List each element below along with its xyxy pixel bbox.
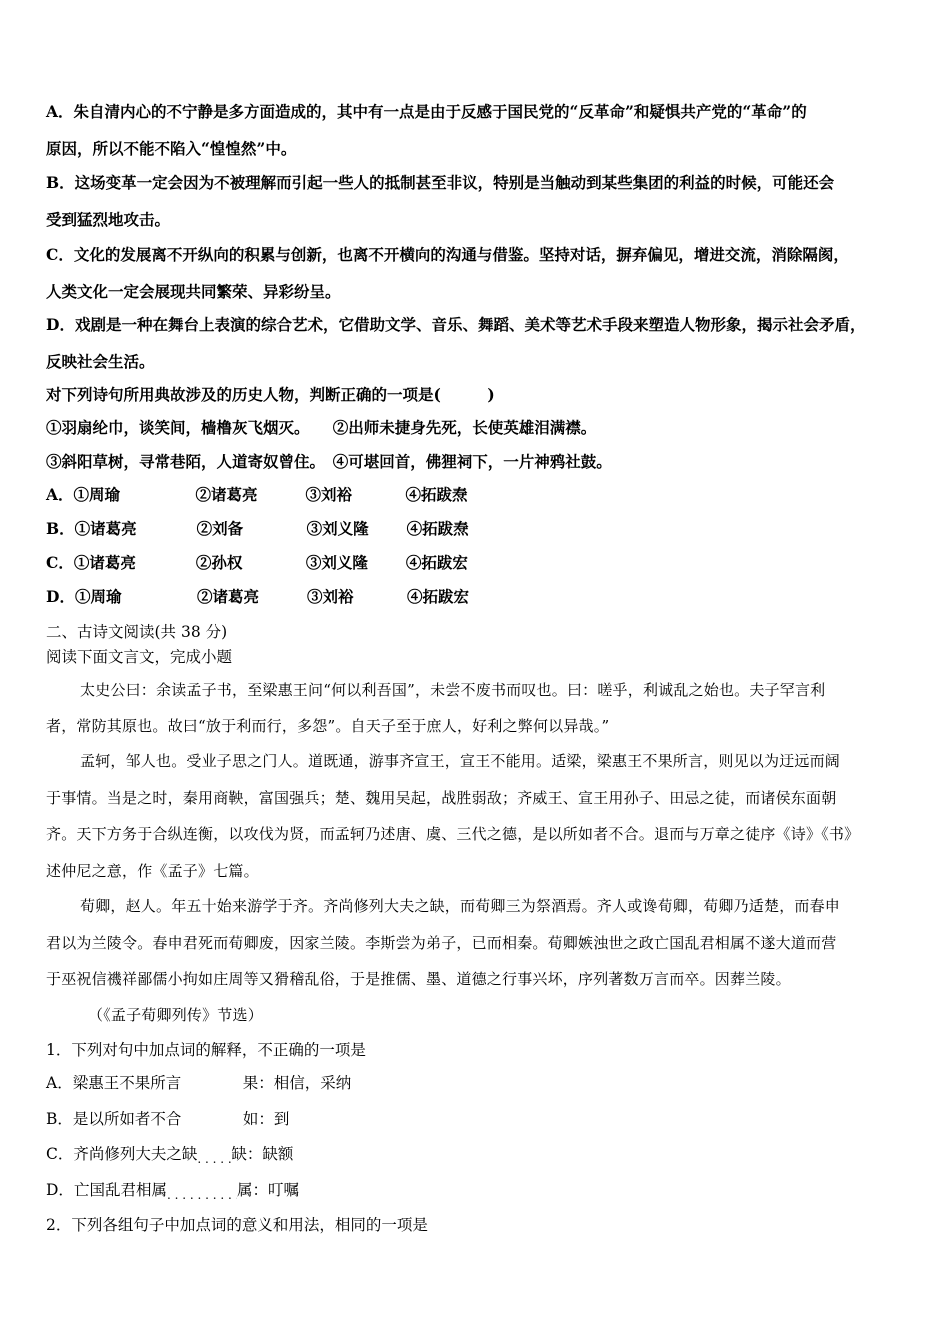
option-b-line1: B．这场变革一定会因为不被理解而引起一些人的抵制甚至非议，特别是当触动到某些集团的利益的时候，可能还会 xyxy=(46,173,835,192)
history-option-c: C．①诸葛亮 ②孙权 ③刘义隆 ④拓跋宏 xyxy=(46,553,468,572)
passage-p2-line3: 齐。天下方务于合纵连衡，以攻伐为贤，而孟轲乃述唐、虞、三代之德，是以所如者不合。退而与万章之徒序《诗》《书》 xyxy=(46,825,860,843)
passage-p2-line4: 述仲尼之意，作《孟子》七篇。 xyxy=(46,862,259,880)
q2-stem: 2．下列各组句子中加点词的意义和用法，相同的一项是 xyxy=(46,1216,428,1234)
q1-option-b: B．是以所如者不合 如：到 xyxy=(46,1110,290,1128)
passage-p3-line1: 荀卿，赵人。年五十始来游学于齐。齐尚修列大夫之缺，而荀卿三为祭酒焉。齐人或谗荀卿，荀卿乃适楚，而春申 xyxy=(80,897,841,915)
poem-line-2: ③斜阳草树，寻常巷陌，人道寄奴曾住。 ④可堪回首，佛狸祠下，一片神鸦社鼓。 xyxy=(46,452,612,471)
option-c-line2: 人类文化一定会展现共同繁荣、异彩纷呈。 xyxy=(46,282,341,301)
option-c-line1: C．文化的发展离不开纵向的积累与创新，也离不开横向的沟通与借鉴。坚持对话，摒弃偏见，增进交流，消除隔阂， xyxy=(46,245,849,264)
option-d-line2: 反映社会生活。 xyxy=(46,352,155,371)
passage-p3-line3: 于巫祝信禨祥鄙儒小拘如庄周等又猾稽乱俗，于是推儒、墨、道德之行事兴坏，序列著数万言而卒。因葬兰陵。 xyxy=(46,970,791,988)
q1-option-d: D．亡国乱君相属. . . 属：叮嘱 xyxy=(46,1180,299,1200)
passage-p1-line1: 太史公曰：余读孟子书，至梁惠王问“何以利吾国”，未尝不废书而叹也。曰：嗟乎，利诚乱之始也。夫子罕言利 xyxy=(80,681,826,699)
q1-stem: 1．下列对句中加点词的解释，不正确的一项是 xyxy=(46,1041,366,1059)
poem-line-1: ①羽扇纶巾，谈笑间，樯橹灰飞烟灭。 ②出师未捷身先死，长使英雄泪满襟。 xyxy=(46,418,597,437)
passage-source: （《孟子荀卿列传》节选） xyxy=(88,1006,263,1024)
q1-option-c: C．齐尚修列大夫之缺. . . 缺：缺额 xyxy=(46,1144,293,1164)
q1-option-a: A．梁惠王不果所言 果：相信，采纳 xyxy=(46,1074,352,1092)
option-b-line2: 受到猛烈地攻击。 xyxy=(46,210,171,229)
passage-p3-line2: 君以为兰陵令。春申君死而荀卿废，因家兰陵。李斯尝为弟子，已而相秦。荀卿嫉浊世之政亡国乱君相属不遂大道而营 xyxy=(46,934,837,952)
passage-p1-line2: 者，常防其原也。故曰“放于利而行，多怨”。自天子至于庶人，好利之弊何以异哉。” xyxy=(46,717,610,735)
history-option-b: B．①诸葛亮 ②刘备 ③刘义隆 ④拓跋焘 xyxy=(46,519,469,538)
option-d-line1: D．戏剧是一种在舞台上表演的综合艺术，它借助文学、音乐、舞蹈、美术等艺术手段来塑造人物形象，揭示社会矛盾， xyxy=(46,315,866,334)
option-a-line1: A．朱自清内心的不宁静是多方面造成的，其中有一点是由于反感于国民党的“反革命”和疑惧共产党的“革命”的 xyxy=(46,102,807,121)
passage-p2-line1: 孟轲，邹人也。受业子思之门人。道既通，游事齐宣王，宣王不能用。适梁，梁惠王不果所言，则见以为迂远而阔 xyxy=(80,752,841,770)
emphasis-dots xyxy=(197,1147,231,1159)
emphasis-dots xyxy=(167,1183,237,1195)
section2-heading: 二、古诗文阅读(共 38 分) xyxy=(46,623,228,641)
option-a-line2: 原因，所以不能不陷入“惶惶然”中。 xyxy=(46,139,297,158)
history-option-a: A．①周瑜 ②诸葛亮 ③刘裕 ④拓跋焘 xyxy=(46,485,468,504)
passage-p2-line2: 于事情。当是之时，秦用商鞅，富国强兵；楚、魏用吴起，战胜弱敌；齐威王、宣王用孙子、田忌之徒，而诸侯东面朝 xyxy=(46,789,837,807)
history-question-stem: 对下列诗句所用典故涉及的历史人物，判断正确的一项是( ) xyxy=(46,385,495,404)
history-option-d: D．①周瑜 ②诸葛亮 ③刘裕 ④拓跋宏 xyxy=(46,587,469,606)
section2-instruction: 阅读下面文言文，完成小题 xyxy=(46,648,233,666)
